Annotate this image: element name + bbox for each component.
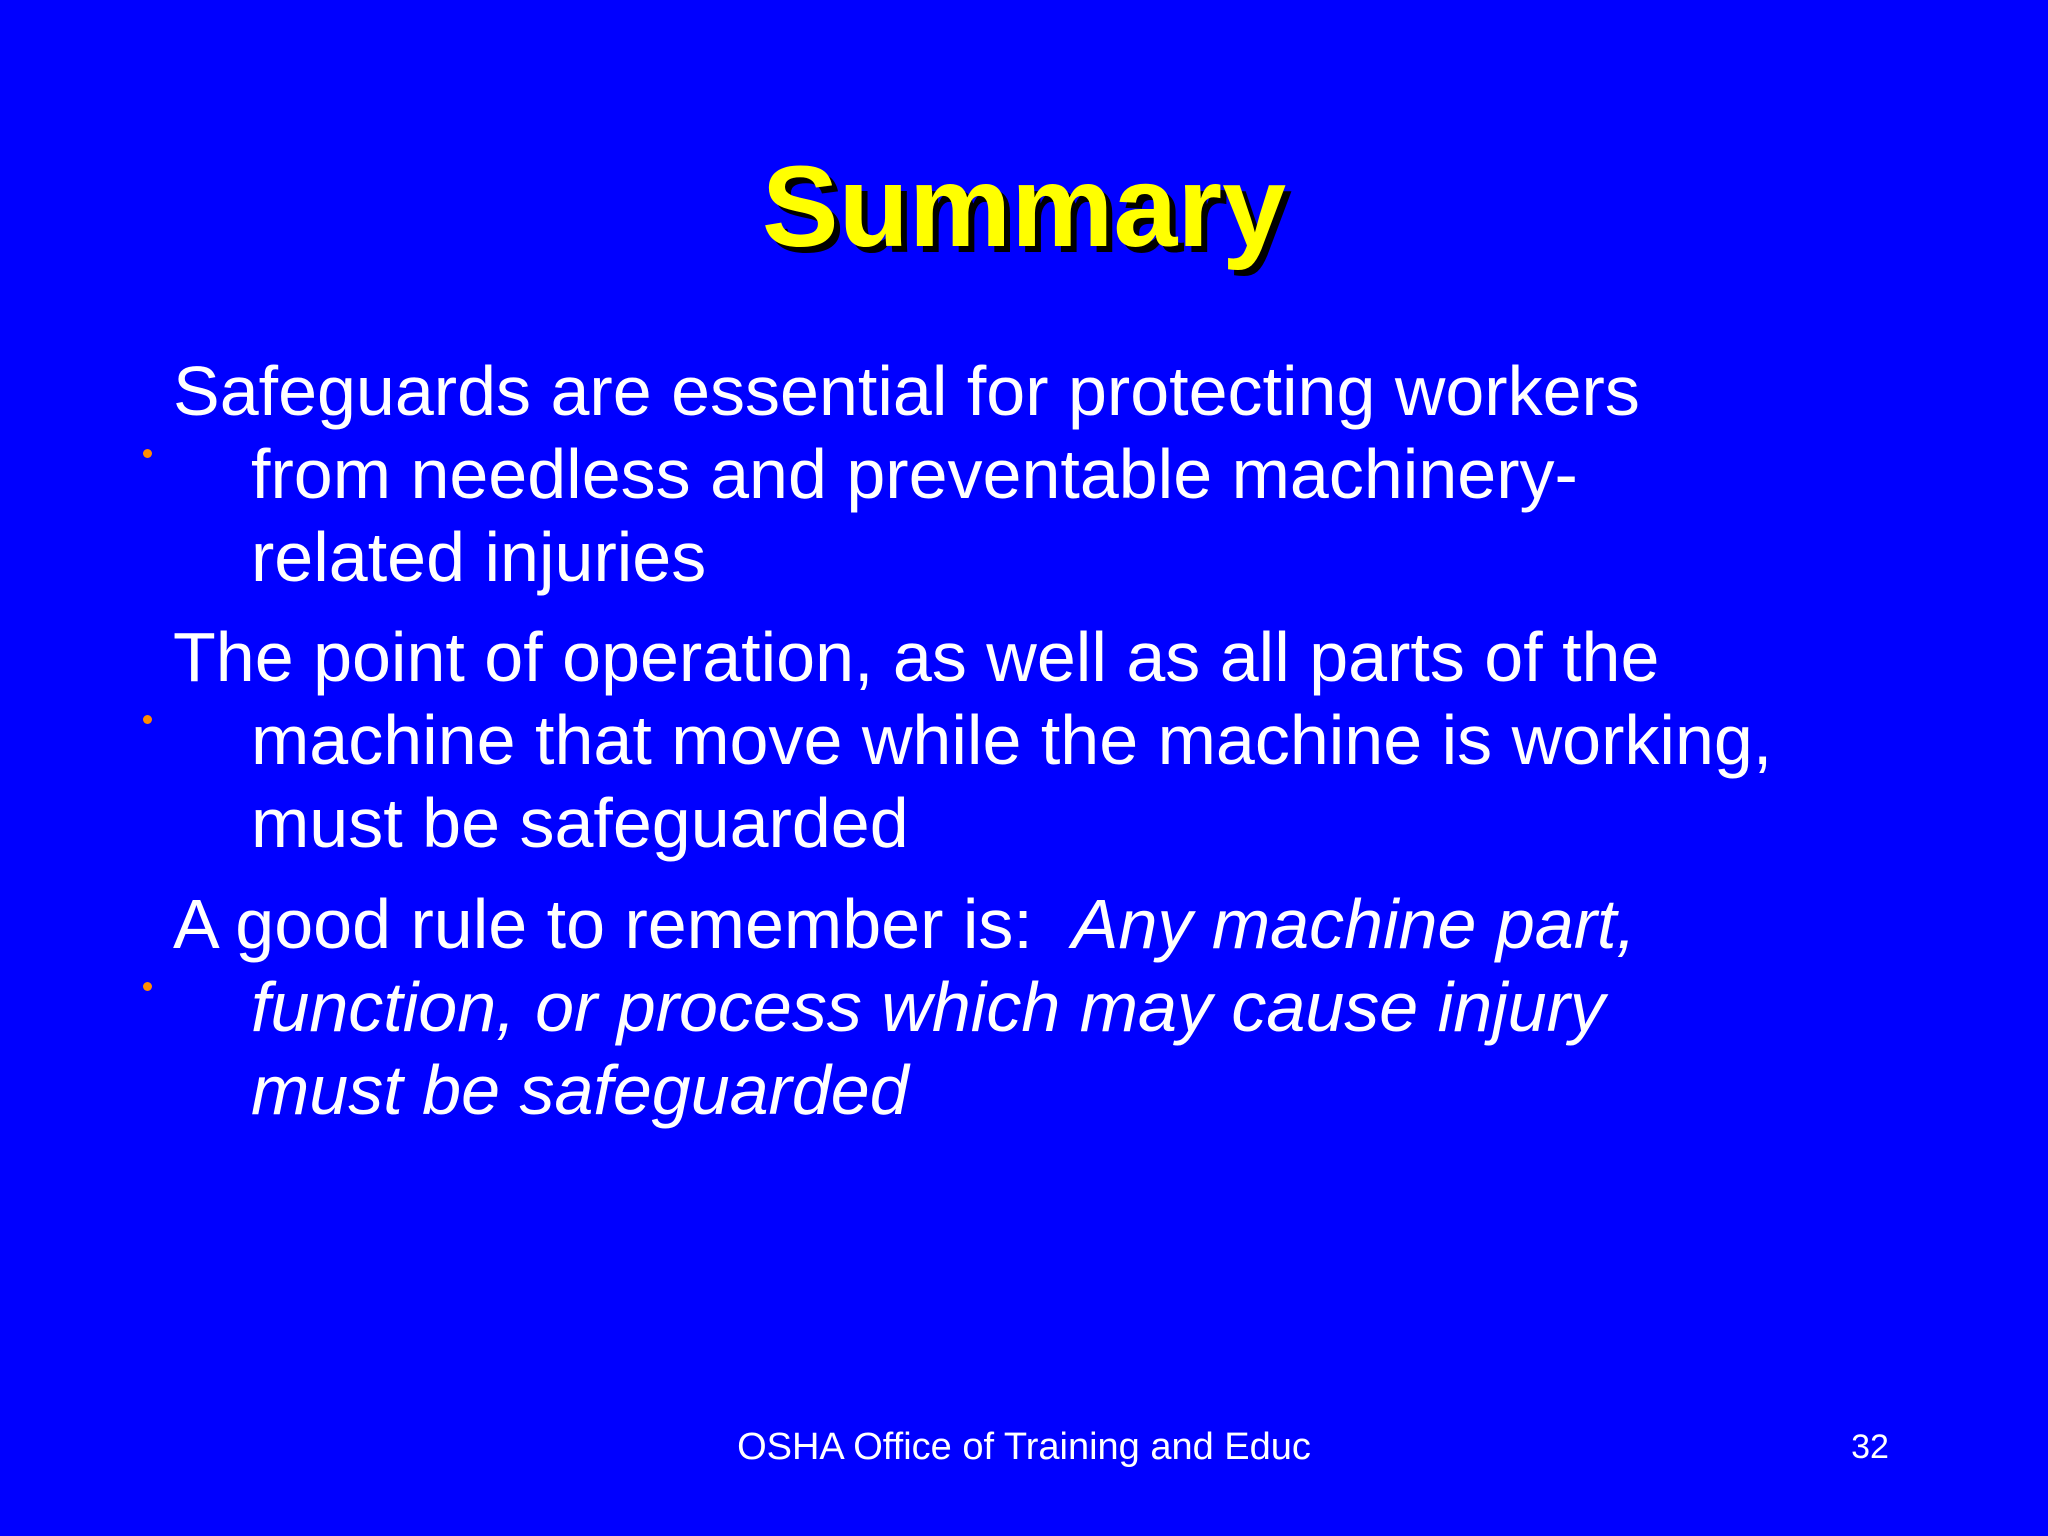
bullet-text: The point of operation, as well as all parts of the machine that move while the machine is working, must be safeguarded bbox=[173, 618, 1773, 862]
bullet-dot-icon bbox=[143, 982, 152, 991]
bullet-item bbox=[173, 350, 1773, 599]
bullet-item bbox=[173, 883, 1773, 1132]
bullet-item bbox=[173, 616, 1773, 865]
bullet-dot-icon bbox=[143, 715, 152, 724]
slide-title: Summary bbox=[761, 143, 1287, 271]
bullet-text: A good rule to remember is: bbox=[173, 885, 1072, 963]
bullet-text: Safeguards are essential for protecting workers from needless and preventable machinery-related injuries bbox=[173, 352, 1640, 596]
page-number: 32 bbox=[1851, 1428, 1889, 1466]
bullet-dot-icon bbox=[143, 449, 152, 458]
bullet-emphasis-text: Any machine part, function, or process which may cause injury must be safeguarded bbox=[251, 885, 1636, 1129]
slide-footer: OSHA Office of Training and Educ bbox=[737, 1426, 1311, 1468]
